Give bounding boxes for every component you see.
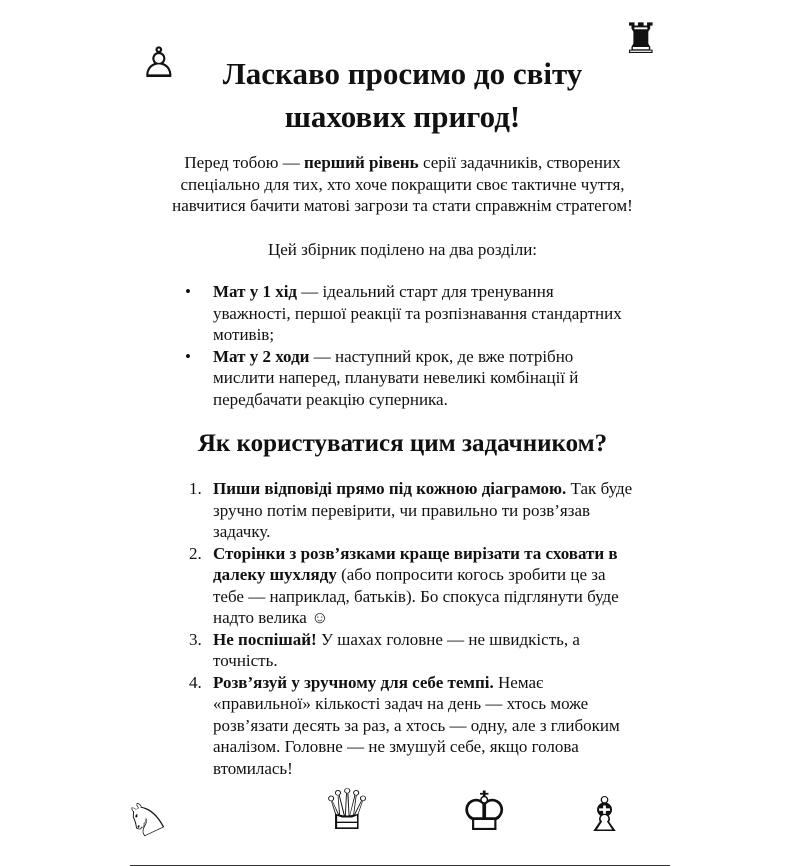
list-item: 1. Пиши відповіді прямо під кожною діаграмою. Так буде зручно потім перевірити, чи правильно ти розв’язав задачку.: [189, 479, 633, 541]
knight-icon: ♘: [115, 784, 176, 852]
howto-list: [185, 478, 635, 779]
page-title: Ласкаво просимо до світу шахових пригод!: [222, 56, 583, 134]
pawn-icon: ♙: [140, 38, 178, 87]
page-content: [170, 0, 635, 779]
list-item: 3. Не поспішай! У шахах головне — не швидкість, а точність.: [189, 629, 580, 670]
sections-list: [185, 281, 635, 410]
list-item: • Мат у 1 хід — ідеальний старт для тренування уважності, першої реакції та розпізнавання стандартних мотивів;: [185, 282, 622, 344]
intro-paragraph: Перед тобою — перший рівень серії задачників, створених спеціально для тих, хто хоче покращити своє тактичне чуття, навчитися бачити матові загрози та стати справжнім стратегом!: [172, 153, 633, 215]
list-item: • Мат у 2 ходи — наступний крок, де вже потрібно мислити наперед, планувати невеликі комбінації й передбачати реакцію суперника.: [185, 346, 579, 409]
howto-heading: Як користуватися цим задачником?: [197, 430, 608, 457]
bishop-icon: ♗: [583, 787, 627, 843]
list-item: 4. Розв’язуй у зручному для себе темпі. Немає «правильної» кількості задач на день — хтось може розв’язати десять за раз, а хтось — одну, але з глибоким аналізом. Головне — не змушуй себе, якщо голова втомилась!: [189, 672, 620, 778]
sections-intro: Цей збірник поділено на два розділи:: [267, 239, 538, 259]
bottom-icons: [0, 778, 800, 852]
rook-icon: ♜: [622, 14, 660, 63]
queen-icon: ♕: [322, 778, 373, 843]
list-item: 2. Сторінки з розв’язками краще вирізати та сховати в далеку шухляду (або попросити когось зробити це за тебе — наприклад, батьків). Бо спокуса підглянути буде надто велика ☺: [189, 543, 619, 627]
king-icon: ♔: [460, 780, 509, 843]
